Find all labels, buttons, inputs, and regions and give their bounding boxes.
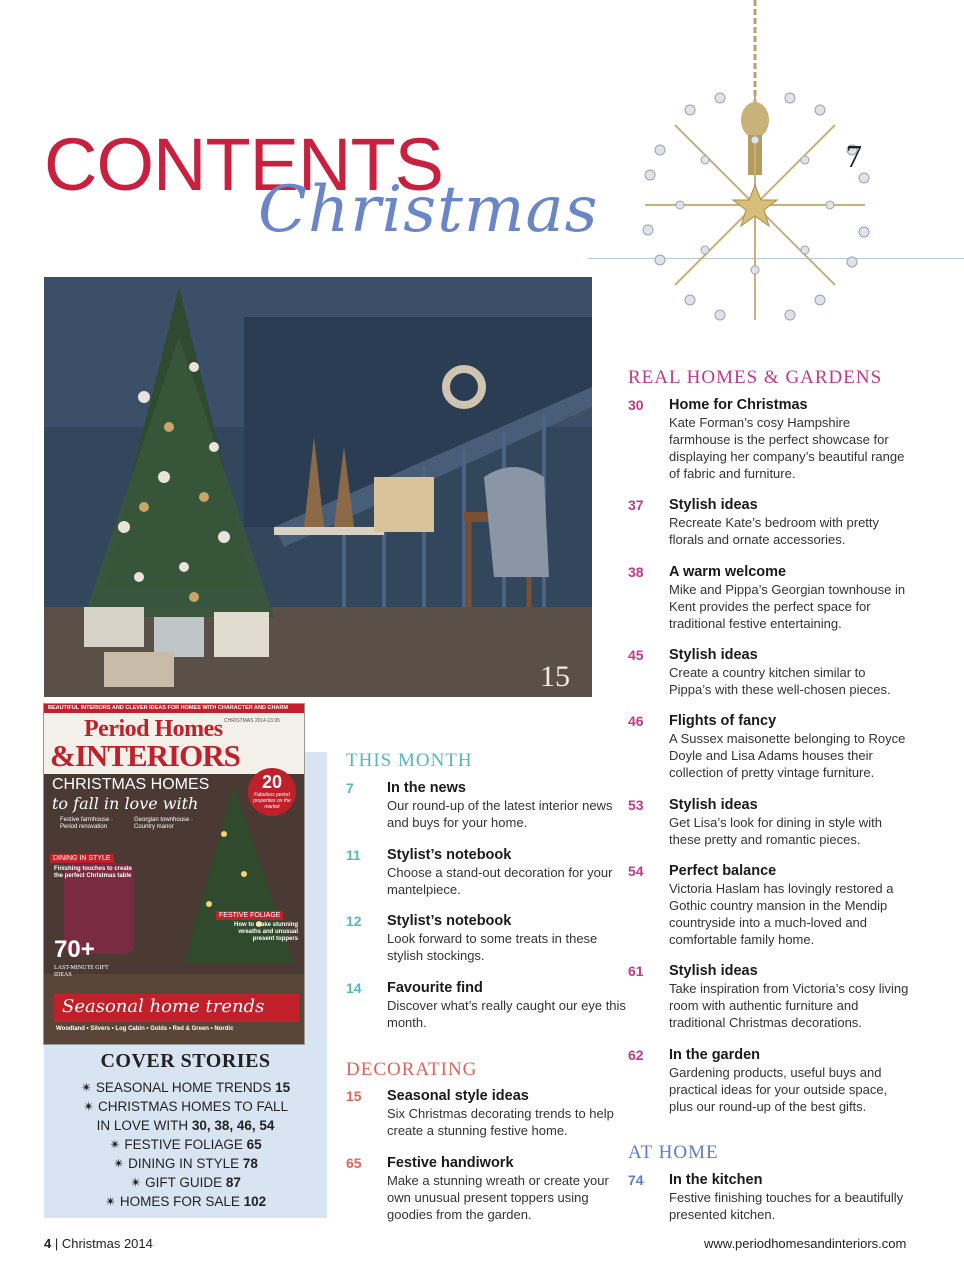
cover-story-item: ✴ HOMES FOR SALE 102 [104,1194,267,1209]
section-heading-real-homes: REAL HOMES & GARDENS [628,367,883,388]
cover-strapline: BEAUTIFUL INTERIORS AND CLEVER IDEAS FOR HOMES WITH CHARACTER AND CHARM [48,705,288,711]
toc-page: 46 [628,713,644,729]
toc-title: Stylish ideas [669,647,758,663]
toc-title: In the kitchen [669,1172,763,1188]
toc-page: 45 [628,647,644,663]
toc-description: Gardening products, useful buys and practical ideas for your outside space, plus our round-up of the best gifts. [669,1065,888,1114]
toc-page: 37 [628,497,644,513]
cover-foliage-tag: FESTIVE FOLIAGE [216,911,283,920]
cover-masthead-bottom: &INTERIORS [50,738,240,773]
toc-title: Home for Christmas [669,397,808,413]
footer-issue-text: | Christmas 2014 [51,1236,153,1251]
toc-description: Kate Forman’s cosy Hampshire farmhouse is the perfect showcase for displaying her company’s beautiful range of fabric and furniture. [669,415,905,481]
cover-banner-sub: Woodland • Silvers • Log Cabin • Golds • Red & Green • Nordic [56,1026,234,1032]
toc-page: 30 [628,397,644,413]
toc-page: 38 [628,564,644,580]
magazine-cover [44,704,304,1044]
cover-badge-number: 20 [261,772,283,792]
toc-title: Perfect balance [669,863,777,879]
cover-masthead-top: Period Homes [84,716,223,742]
toc-title: Seasonal style ideas [387,1088,529,1104]
toc-description: Choose a stand-out decoration for your mantelpiece. [387,865,613,897]
cover-foliage-text: How to make stunning wreaths and unusual present toppers [233,922,298,942]
toc-description: Six Christmas decorating trends to help create a stunning festive home. [387,1106,614,1138]
toc-description: Look forward to some treats in these stylish stockings. [387,931,598,963]
cover-headline: CHRISTMAS HOMES [52,776,210,793]
page-title: CONTENTS [44,123,443,206]
toc-page: 74 [628,1172,644,1188]
section-heading-at-home: AT HOME [628,1142,719,1163]
toc-title: Festive handiwork [387,1155,514,1171]
toc-description: Festive finishing touches for a beautifully presented kitchen. [669,1190,904,1222]
toc-description: Mike and Pippa’s Georgian townhouse in Kent provides the perfect space for traditional festive entertaining. [669,582,906,631]
toc-title: Favourite find [387,980,483,996]
footer-issue [44,1236,153,1251]
cover-gift-number: 70+ [54,936,95,963]
toc-title: Stylist’s notebook [387,847,512,863]
toc-description: Victoria Haslam has lovingly restored a Gothic country mansion in the Mendip countryside into a much-loved and comfortable family home. [669,881,894,947]
toc-title: Stylish ideas [669,963,758,979]
cover-story-item: ✴ FESTIVE FOLIAGE 65 [109,1137,262,1152]
cover-story-item: ✴ CHRISTMAS HOMES TO FALL [82,1099,289,1114]
toc-title: Stylish ideas [669,497,758,513]
toc-page: 12 [346,913,362,929]
toc-title: In the garden [669,1047,761,1063]
toc-description: A Sussex maisonette belonging to Royce Doyle and Lisa Adams houses their collection of pretty vintage furniture. [669,731,906,780]
section-heading-decorating: DECORATING [346,1059,478,1080]
footer-website[interactable]: www.periodhomesandinteriors.com [704,1236,907,1251]
cover-badge-text: Fabulous period properties on the market [253,792,291,810]
toc-page: 11 [346,847,361,863]
toc-description: Discover what’s really caught our eye this month. [387,998,626,1030]
toc-title: A warm welcome [669,564,787,580]
cover-sub-left: Festive farmhouse · Period renovation [60,817,114,830]
toc-title: Flights of fancy [669,713,777,729]
toc-title: Stylist’s notebook [387,913,512,929]
cover-gift-text: LAST-MINUTE GIFT IDEAS [54,965,109,978]
toc-page: 62 [628,1047,644,1063]
cover-sub-right: Georgian townhouse · Country manor [134,817,194,830]
toc-page: 61 [628,963,644,979]
cover-stories-title: COVER STORIES [100,1050,271,1072]
page-number: 7 [846,138,862,174]
toc-title: In the news [387,780,466,796]
toc-description: Recreate Kate’s bedroom with pretty florals and ornate accessories. [669,515,880,547]
toc-description: Create a country kitchen similar to Pippa’s with these well-chosen pieces. [669,665,891,697]
toc-page: 14 [346,980,362,996]
cover-story-item: ✴ GIFT GUIDE 87 [130,1175,241,1190]
cover-story-item: ✴ SEASONAL HOME TRENDS 15 [80,1080,291,1095]
section-heading-this-month: THIS MONTH [346,750,473,771]
issue-script-title: Christmas [258,173,599,247]
cover-dining-text: Finishing touches to create the perfect Christmas table [54,866,133,879]
toc-page: 7 [346,780,354,796]
cover-issue-line: CHRISTMAS 2014 £3.95 [224,718,280,724]
toc-description: Make a stunning wreath or create your own unusual present toppers using goodies from the garden. [387,1173,609,1222]
cover-story-item: IN LOVE WITH 30, 38, 46, 54 [96,1118,275,1133]
cover-stories-list [60,1078,311,1211]
toc-description: Take inspiration from Victoria’s cosy living room with authentic furniture and traditional Christmas decorations. [669,981,909,1030]
cover-banner: Seasonal home trends [62,996,265,1017]
cover-headline-script: to fall in love with [52,794,199,813]
cover-story-item: ✴ DINING IN STYLE 78 [113,1156,258,1171]
toc-page: 15 [346,1088,362,1104]
toc-title: Stylish ideas [669,797,758,813]
photo-page-number: 15 [540,660,570,693]
toc-description: Our round-up of the latest interior news and buys for your home. [387,798,613,830]
toc-description: Get Lisa’s look for dining in style with these pretty and romantic pieces. [669,815,882,847]
toc-page: 54 [628,863,644,879]
christmas-staircase-photo [44,277,592,697]
toc-page: 53 [628,797,644,813]
footer-page-number: 4 [44,1236,52,1251]
cover-dining-tag: DINING IN STYLE [50,854,114,863]
toc-page: 65 [346,1155,362,1171]
